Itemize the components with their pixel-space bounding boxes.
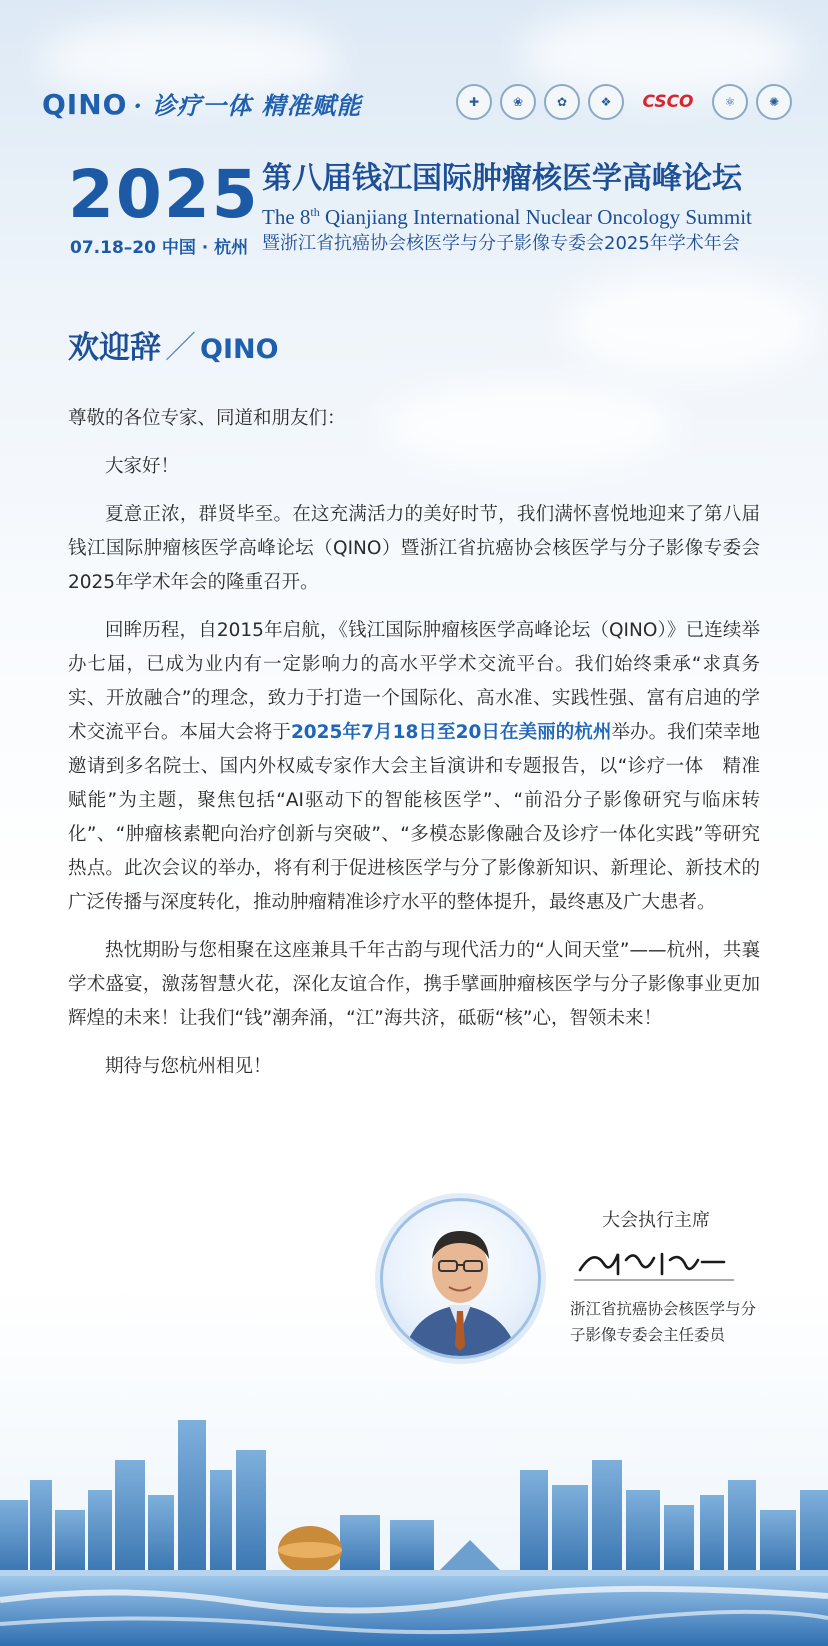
paragraph-2: [68, 614, 760, 920]
header-bar: [42, 84, 792, 124]
signature-icon: [574, 1240, 734, 1282]
paragraph-3: 热忱期盼与您相聚在这座兼具千年古韵与现代活力的“人间天堂”——杭州，共襄学术盛宴，激荡智慧火花，深化友谊合作，携手擘画肿瘤核医学与分子影像事业更加辉煌的未来！让我们“钱”潮奔涌，“江”海共济，砥砺“核”心，智领未来！: [68, 940, 760, 1029]
seal-icon: ❖: [588, 84, 624, 120]
chair-portrait: [380, 1198, 541, 1359]
brand-name: QINO: [42, 88, 128, 121]
highlight-date-location: 2025年7月18日至20日在美丽的杭州: [290, 722, 612, 743]
seal-icon: ✚: [456, 84, 492, 120]
event-year: 2025: [68, 156, 260, 233]
welcome-title: 欢迎辞: [68, 330, 161, 366]
seal-icon: ✿: [544, 84, 580, 120]
event-title-block: [262, 160, 762, 257]
seal-icon: ✺: [756, 84, 792, 120]
greeting: 大家好！: [105, 456, 180, 477]
paragraph-1: 夏意正浓，群贤毕至。在这充满活力的美好时节，我们满怀喜悦地迎来了第八届钱江国际肿瘤核医学高峰论坛（QINO）暨浙江省抗癌协会核医学与分子影像专委会2025年学术年会的隆重召开。: [68, 504, 760, 593]
seal-icon: ❀: [500, 84, 536, 120]
title-en-prefix: The 8: [262, 205, 311, 229]
letter-body: [68, 402, 760, 1098]
event-title-cn: 第八届钱江国际肿瘤核医学高峰论坛: [262, 161, 742, 196]
event-title-en: [262, 198, 762, 231]
chair-title: 大会执行主席: [602, 1210, 710, 1231]
paragraph-2-after: 举办。我们荣幸地邀请到多名院士、国内外权威专家作大会主旨演讲和专题报告，以“诊疗一体 精准赋能”为主题，聚焦包括“AI驱动下的智能核医学”、“前沿分子影像研究与临床转化”、“肿瘤核素靶向治疗创新与突破”、“多模态影像融合及诊疗一体化实践”等研究热点。此次会议的举办，将有利于促进核医学与分了影像新知识、新理论、新技术的广泛传播与深度转化，推动肿瘤精准诊疗水平的整体提升，最终惠及广大患者。: [68, 722, 760, 913]
brand-logo: [42, 86, 362, 121]
atom-icon: ⚛: [712, 84, 748, 120]
closing-line: 期待与您杭州相见！: [105, 1056, 272, 1077]
cloud-decoration: [560, 270, 820, 380]
chair-organization: 浙江省抗癌协会核医学与分子影像专委会主任委员: [570, 1300, 757, 1344]
city-skyline-icon: [0, 1400, 828, 1646]
heading-slash: ／: [165, 330, 196, 366]
welcome-heading: [68, 322, 279, 367]
paragraph-2-before: 回眸历程，自2015年启航，《钱江国际肿瘤核医学高峰论坛（QINO）》已连续举办七届，已成为业内有一定影响力的高水平学术交流平台。我们始终秉承“求真务实、开放融合”的理念，致力于打造一个国际化、高水准、实践性强、富有启迪的学术交流平台。本届大会将于: [68, 620, 760, 743]
welcome-qino-logo: QINO: [200, 334, 279, 365]
salutation: 尊敬的各位专家、同道和朋友们：: [68, 408, 346, 429]
event-subtitle: 暨浙江省抗癌协会核医学与分子影像专委会2025年学术年会: [262, 233, 740, 254]
title-en-sup: th: [310, 205, 320, 219]
csco-logo: CSCO: [642, 92, 694, 112]
partner-logos: [456, 84, 792, 120]
brand-slogan: · 诊疗一体 精准赋能: [133, 91, 362, 120]
title-en-rest: Qianjiang International Nuclear Oncology Summit: [319, 205, 752, 229]
person-avatar-icon: [383, 1201, 538, 1356]
event-dates: 07.18–20 中国 · 杭州: [70, 238, 249, 258]
